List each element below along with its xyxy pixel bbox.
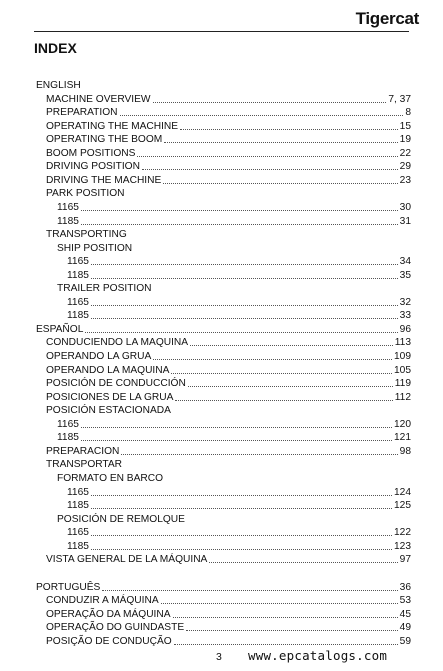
entry-page-number: 97: [399, 554, 411, 565]
index-entry: [46, 120, 411, 133]
dot-leader: [91, 304, 398, 306]
index-entry: [57, 282, 411, 295]
index-entry: [46, 350, 411, 363]
entry-page-number: 30: [399, 202, 411, 213]
entry-label: 1185: [57, 432, 79, 443]
entry-label: CONDUCIENDO LA MAQUINA: [46, 337, 189, 348]
entry-label: ENGLISH: [36, 80, 81, 91]
index-entry: [46, 147, 411, 160]
entry-page-number: 33: [399, 310, 411, 321]
header-rule: [34, 31, 409, 32]
entry-page-number: 8: [405, 107, 411, 118]
entry-label: PREPARATION: [46, 107, 118, 118]
index-entry: [46, 608, 411, 621]
entry-label: 1165: [67, 256, 89, 267]
index-section-heading: [36, 79, 411, 92]
dot-leader: [164, 141, 397, 143]
index-section-heading: [36, 581, 411, 594]
dot-leader: [163, 182, 397, 184]
entry-label: TRANSPORTING: [46, 229, 127, 240]
dot-leader: [137, 155, 397, 157]
entry-label: 1185: [57, 216, 79, 227]
entry-label: 1165: [67, 297, 89, 308]
entry-page-number: 49: [399, 622, 411, 633]
entry-label: OPERATING THE MACHINE: [46, 121, 179, 132]
entry-page-number: 109: [394, 351, 411, 362]
dot-leader: [161, 602, 398, 604]
index-entry: [46, 364, 411, 377]
index-entry: [46, 133, 411, 146]
dot-leader: [180, 128, 398, 130]
entry-label: OPERANDO LA GRUA: [46, 351, 152, 362]
entry-page-number: 32: [399, 297, 411, 308]
entry-label: TRANSPORTAR: [46, 459, 123, 470]
entry-page-number: 121: [394, 432, 411, 443]
index-entry: [67, 296, 411, 309]
entry-page-number: 53: [399, 595, 411, 606]
index-entry: [46, 187, 411, 200]
index-entry: [46, 621, 411, 634]
entry-page-number: 120: [394, 419, 411, 430]
dot-leader: [91, 317, 398, 319]
index-entry: [67, 540, 411, 553]
dot-leader: [91, 494, 392, 496]
entry-page-number: 123: [394, 541, 411, 552]
watermark-text: www.epcatalogs.com: [248, 648, 388, 663]
entry-label: OPERAÇÃO DA MÁQUINA: [46, 609, 171, 620]
entry-page-number: 98: [399, 446, 411, 457]
entry-page-number: 96: [399, 324, 411, 335]
entry-page-number: 35: [399, 270, 411, 281]
entry-label: ESPAÑOL: [36, 324, 84, 335]
entry-label: PREPARACION: [46, 446, 120, 457]
index-entry: [46, 377, 411, 390]
entry-page-number: 36: [399, 582, 411, 593]
entry-label: POSICIÓN DE CONDUCCIÓN: [46, 378, 186, 389]
dot-leader: [153, 358, 392, 360]
entry-label: 1185: [67, 310, 89, 321]
dot-leader: [142, 168, 398, 170]
entry-label: OPERANDO LA MAQUINA: [46, 365, 170, 376]
index-entry: [67, 309, 411, 322]
entry-page-number: 59: [399, 636, 411, 647]
index-entry: [57, 472, 411, 485]
dot-leader: [85, 331, 397, 333]
entry-page-number: 113: [394, 337, 411, 348]
entry-label: BOOM POSITIONS: [46, 148, 136, 159]
entry-page-number: 22: [399, 148, 411, 159]
entry-page-number: 122: [394, 527, 411, 538]
index-entry: [46, 404, 411, 417]
entry-label: 1165: [57, 202, 79, 213]
entry-page-number: 23: [399, 175, 411, 186]
dot-leader: [91, 263, 398, 265]
index-entry: [67, 526, 411, 539]
dot-leader: [81, 426, 392, 428]
index-entry: [46, 458, 411, 471]
dot-leader: [81, 209, 398, 211]
entry-page-number: 124: [394, 487, 411, 498]
index-entry: [46, 228, 411, 241]
entry-label: 1165: [67, 527, 89, 538]
dot-leader: [81, 439, 392, 441]
dot-leader: [91, 277, 398, 279]
entry-label: POSICIÓN DE REMOLQUE: [57, 514, 185, 525]
index-entry: [57, 215, 411, 228]
entry-page-number: 31: [399, 216, 411, 227]
index-entry: [67, 486, 411, 499]
entry-page-number: 125: [394, 500, 411, 511]
entry-page-number: 34: [399, 256, 411, 267]
entry-page-number: 19: [399, 134, 411, 145]
dot-leader: [153, 101, 387, 103]
entry-page-number: 45: [399, 609, 411, 620]
entry-page-number: 15: [399, 121, 411, 132]
page-number: 3: [216, 651, 222, 663]
index-entry: [46, 93, 411, 106]
index-entry: [46, 553, 411, 566]
index-entry: [46, 445, 411, 458]
index-entry: [57, 242, 411, 255]
dot-leader: [174, 643, 398, 645]
dot-leader: [91, 534, 392, 536]
index-entry: [57, 418, 411, 431]
dot-leader: [91, 507, 392, 509]
dot-leader: [120, 114, 404, 116]
entry-label: PARK POSITION: [46, 188, 125, 199]
dot-leader: [121, 453, 397, 455]
index-entry: [46, 160, 411, 173]
entry-label: MACHINE OVERVIEW: [46, 94, 151, 105]
entry-label: 1165: [67, 487, 89, 498]
entry-label: PORTUGUÊS: [36, 582, 101, 593]
index-entry: [46, 174, 411, 187]
index-entry: [46, 336, 411, 349]
entry-label: 1165: [57, 419, 79, 430]
entry-page-number: 105: [394, 365, 411, 376]
index-entry: [46, 391, 411, 404]
entry-page-number: 7, 37: [388, 94, 411, 105]
dot-leader: [171, 372, 392, 374]
index-entry: [67, 255, 411, 268]
entry-label: OPERAÇÃO DO GUINDASTE: [46, 622, 185, 633]
entry-label: SHIP POSITION: [57, 243, 133, 254]
index-entry: [67, 499, 411, 512]
entry-label: CONDUZIR A MÁQUINA: [46, 595, 159, 606]
index-entry: [57, 513, 411, 526]
dot-leader: [188, 385, 393, 387]
index-entry: [57, 201, 411, 214]
entry-label: 1185: [67, 541, 89, 552]
entry-label: DRIVING POSITION: [46, 161, 140, 172]
index-entry: [67, 269, 411, 282]
entry-label: POSIÇÃO DE CONDUÇÃO: [46, 636, 172, 647]
entry-label: 1185: [67, 270, 89, 281]
entry-label: POSICIÓN ESTACIONADA: [46, 405, 171, 416]
entry-page-number: 119: [394, 378, 411, 389]
dot-leader: [81, 223, 398, 225]
entry-label: OPERATING THE BOOM: [46, 134, 163, 145]
dot-leader: [91, 548, 392, 550]
index-entry: [57, 431, 411, 444]
dot-leader: [102, 589, 397, 591]
index-entry: [46, 106, 411, 119]
entry-page-number: 29: [399, 161, 411, 172]
index-entry: [46, 594, 411, 607]
entry-page-number: 112: [394, 392, 411, 403]
dot-leader: [175, 399, 392, 401]
index-entry: [46, 635, 411, 648]
entry-label: DRIVING THE MACHINE: [46, 175, 162, 186]
dot-leader: [186, 629, 398, 631]
entry-label: VISTA GENERAL DE LA MÁQUINA: [46, 554, 208, 565]
entry-label: FORMATO EN BARCO: [57, 473, 164, 484]
page-title: INDEX: [34, 40, 77, 56]
dot-leader: [190, 344, 393, 346]
dot-leader: [173, 616, 398, 618]
brand-logo: Tigercat: [355, 9, 419, 28]
entry-label: POSICIONES DE LA GRUA: [46, 392, 174, 403]
entry-label: TRAILER POSITION: [57, 283, 152, 294]
index-section-heading: [36, 323, 411, 336]
entry-label: 1185: [67, 500, 89, 511]
dot-leader: [209, 561, 397, 563]
